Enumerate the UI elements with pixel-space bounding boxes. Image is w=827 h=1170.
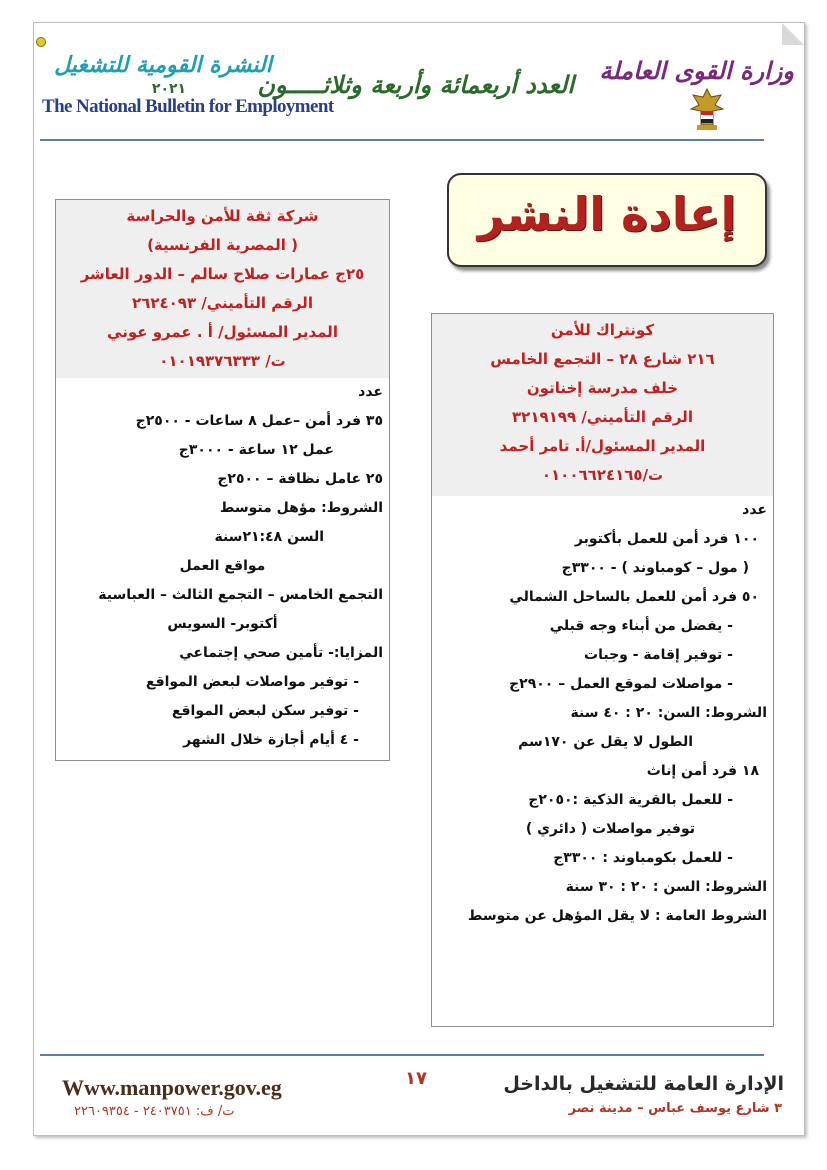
- bulletin-title-arabic: النشرة القومية للتشغيل: [54, 53, 272, 78]
- ad-line: توفير مواصلات ( دائري ): [525, 821, 695, 837]
- ad-line: عدد: [742, 502, 767, 518]
- ad-line: - ٤ أيام أجازة خلال الشهر: [183, 732, 359, 748]
- ad-line: - توفير سكن لبعض المواقع: [171, 703, 359, 719]
- ad-line: أكتوبر- السويس: [167, 616, 278, 632]
- footer-divider: [40, 1054, 764, 1056]
- ad-line: الشروط: السن : ٢٠ : ٣٠ سنة: [565, 879, 767, 895]
- header-divider: [40, 139, 764, 141]
- company-address: ٢٥ج عمارات صلاح سالم – الدور العاشر: [80, 265, 365, 283]
- ministry-name: وزارة القوى العاملة: [599, 57, 794, 85]
- bulletin-page: [33, 22, 805, 1136]
- job-ad-left: [55, 199, 390, 761]
- company-address-2: خلف مدرسة إخناتون: [526, 379, 679, 397]
- job-ad-right: [431, 313, 774, 1027]
- ad-line: التجمع الخامس – التجمع الثالث – العباسية: [98, 587, 383, 603]
- company-name: شركة ثقة للأمن والحراسة: [126, 207, 319, 225]
- ad-line: الشروط: مؤهل متوسط: [219, 500, 383, 516]
- manager-name: المدير المسئول/ أ . عمرو عوني: [107, 323, 338, 341]
- header: [34, 23, 804, 143]
- ad-line: عدد: [358, 384, 383, 400]
- issue-title: العدد أربعمائة وأربعة وثلاثـــــون: [257, 71, 574, 99]
- ad-line: - يفضل من أبناء وجه قبلي: [549, 618, 733, 634]
- header-dot-icon: [36, 37, 46, 47]
- insurance-number: الرقم التأميني/ ٣٢١٩١٩٩: [512, 408, 693, 426]
- ad-line: المزايا:- تأمين صحي إجتماعي: [179, 645, 383, 661]
- ad-line: ( مول – كومباوند ) - ٣٣٠٠ج: [561, 560, 749, 576]
- ad-line: - مواصلات لموقع العمل – ٢٩٠٠ج: [509, 676, 733, 692]
- ad-line: ٣٥ فرد أمن –عمل ٨ ساعات - ٢٥٠٠ج: [135, 413, 383, 429]
- company-subtitle: ( المصرية الفرنسية): [147, 236, 298, 254]
- ad-line: - للعمل بكومباوند : ٣٣٠٠ج: [553, 850, 733, 866]
- phone-number: ت/٠١٠٠٦٦٢٤١٦٥: [541, 466, 664, 484]
- ad-line: - توفير إقامة - وجبات: [584, 647, 733, 663]
- ad-line: الشروط: السن: ٢٠ : ٤٠ سنة: [570, 705, 767, 721]
- ad-line: ٥٠ فرد أمن للعمل بالساحل الشمالي: [509, 589, 759, 605]
- ad-body: [432, 496, 773, 931]
- insurance-number: الرقم التأميني/ ٢٦٢٤٠٩٣: [132, 294, 313, 312]
- ad-line: ٢٥ عامل نظافة – ٢٥٠٠ج: [217, 471, 383, 487]
- ad-line: ١٨ فرد أمن إناث: [646, 763, 759, 779]
- footer-phones: ت/ ف: ٢٤٠٣٧٥١ - ٢٢٦٠٩٣٥٤: [74, 1104, 235, 1119]
- department-name: الإدارة العامة للتشغيل بالداخل: [503, 1073, 784, 1095]
- eagle-emblem-icon: [687, 85, 727, 133]
- company-address: ٢١٦ شارع ٢٨ – التجمع الخامس: [490, 350, 715, 368]
- ad-line: السن ٢١:٤٨سنة: [214, 529, 324, 545]
- bulletin-year: ٢٠٢١: [151, 81, 187, 97]
- ad-header: [432, 314, 773, 496]
- ad-line: عمل ١٢ ساعة - ٣٠٠٠ج: [178, 442, 334, 458]
- ad-header: [56, 200, 389, 378]
- phone-number: ت/ ٠١٠١٩٣٧٦٣٣٣: [159, 352, 286, 370]
- manager-name: المدير المسئول/أ. تامر أحمد: [499, 437, 706, 455]
- ad-line: الطول لا يقل عن ١٧٠سم: [518, 734, 693, 750]
- ad-line: - للعمل بالقرية الذكية :٢٠٥٠ج: [528, 792, 733, 808]
- reissue-label: إعادة النشر: [477, 187, 737, 241]
- company-name: كونتراك للأمن: [550, 321, 655, 339]
- bulletin-title-english: The National Bulletin for Employment: [42, 96, 334, 117]
- reissue-banner: [447, 173, 767, 267]
- ad-line: الشروط العامة : لا يقل المؤهل عن متوسط: [467, 908, 767, 924]
- ad-line: - توفير مواصلات لبعض المواقع: [145, 674, 359, 690]
- website-link[interactable]: Www.manpower.gov.eg: [62, 1075, 282, 1100]
- department-address: ٣ شارع يوسف عباس – مدينة نصر: [568, 1101, 782, 1116]
- ad-body: [56, 378, 389, 755]
- page-number: ١٧: [405, 1068, 427, 1089]
- ad-line: مواقع العمل: [179, 558, 266, 574]
- ad-line: ١٠٠ فرد أمن للعمل بأكتوبر: [574, 531, 759, 547]
